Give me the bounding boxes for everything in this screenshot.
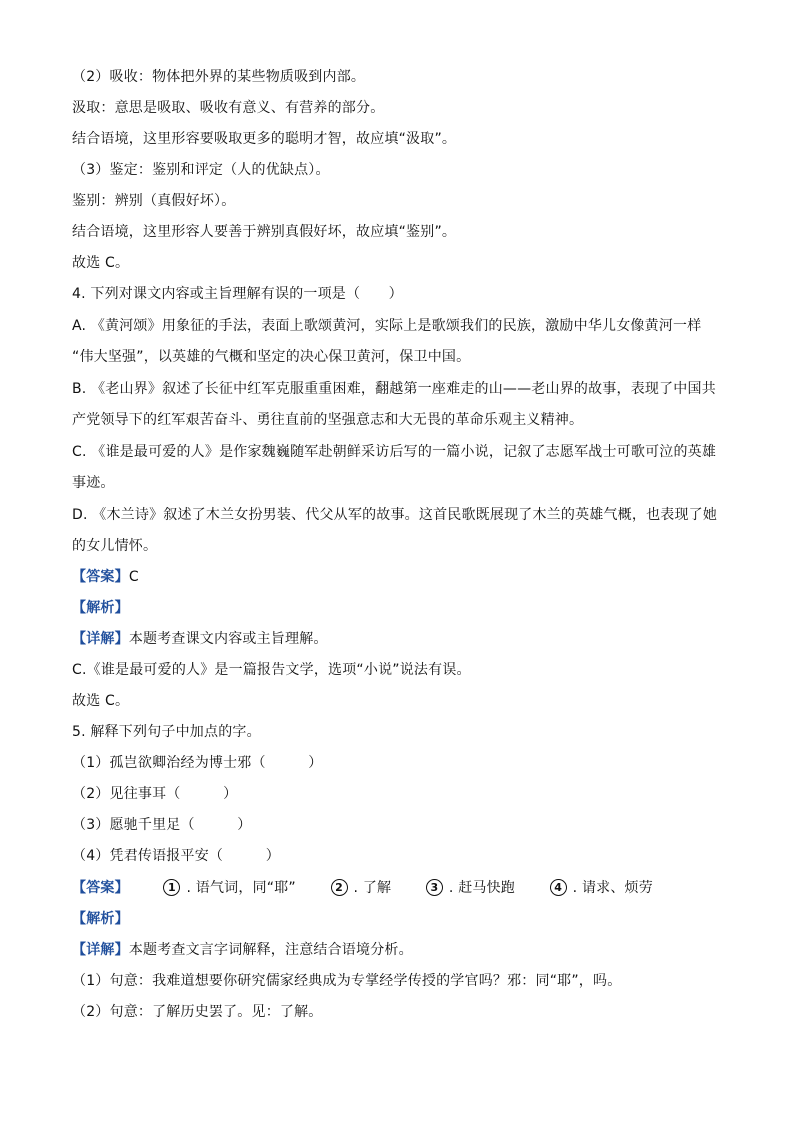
sub-question-3: （3）愿驰千里足（ ） [72,817,252,833]
answer-line [72,568,139,586]
circled-number: 1 [163,879,180,896]
answer-item-text: . 了解 [353,880,392,896]
circled-number: 3 [426,879,443,896]
detail-line-5 [72,941,413,959]
analysis-tag: 【解析】 [72,600,129,616]
option-a: A. 《黄河颂》用象征的手法，表面上歌颂黄河，实际上是歌颂我们的民族，激励中华儿女像黄河一样 [72,318,702,334]
detail-line [72,630,328,648]
question-5-stem: 5. 解释下列句子中加点的字。 [72,724,261,740]
option-a-cont: “伟大坚强”，以英雄的气概和坚定的决心保卫黄河，保卫中国。 [72,349,471,365]
answer-item-1 [163,879,295,897]
circled-number: 4 [550,879,567,896]
text-line: （2）吸收：物体把外界的某些物质吸到内部。 [72,69,366,85]
answer-item-3 [426,879,515,897]
answer-line-5 [72,879,653,897]
detail-text: 本题考查课文内容或主旨理解。 [128,631,328,647]
detail-tag: 【详解】 [72,631,129,647]
answer-item-text: . 请求、烦劳 [572,880,653,896]
detail-tag: 【详解】 [72,942,129,958]
answer-item-text: . 赶马快跑 [448,880,515,896]
analysis-line-5 [72,910,129,928]
option-d-cont: 的女儿情怀。 [72,538,158,554]
text-line: 结合语境，这里形容要吸取更多的聪明才智，故应填“汲取”。 [72,131,457,147]
text-line: （1）句意：我难道想要你研究儒家经典成为专掌经学传授的学官吗？邪：同“耶”，吗。 [72,973,622,989]
answer-item-2 [331,879,392,897]
text-line: 鉴别：辨别（真假好坏）。 [72,193,236,209]
text-line: 汲取：意思是吸取、吸收有意义、有营养的部分。 [72,100,385,116]
option-b-cont: 产党领导下的红军艰苦奋斗、勇往直前的坚强意志和大无畏的革命乐观主义精神。 [72,412,584,428]
text-line: 故选 C。 [72,693,130,709]
text-line: 结合语境，这里形容人要善于辨别真假好坏，故应填“鉴别”。 [72,224,457,240]
option-b: B. 《老山界》叙述了长征中红军克服重重困难，翻越第一座难走的山——老山界的故事，表现了中国共 [72,381,716,397]
analysis-tag: 【解析】 [72,911,129,927]
sub-question-2: （2）见往事耳（ ） [72,786,238,802]
detail-text: 本题考查文言字词解释，注意结合语境分析。 [128,942,413,958]
question-4-stem: 4. 下列对课文内容或主旨理解有误的一项是（ ） [72,286,403,302]
option-c: C. 《谁是最可爱的人》是作家魏巍随军赴朝鲜采访后写的一篇小说，记叙了志愿军战士可歌可泣的英雄 [72,444,717,460]
answer-item-text: . 语气词，同“耶” [186,880,296,896]
answer-item-4 [550,879,653,897]
answer-tag: 【答案】 [72,569,129,585]
answer-tag: 【答案】 [72,880,129,896]
circled-number: 2 [331,879,348,896]
text-line: 故选 C。 [72,255,130,271]
option-d: D. 《木兰诗》叙述了木兰女扮男装、代父从军的故事。这首民歌既展现了木兰的英雄气概，也表现了她 [72,507,718,523]
text-line: （3）鉴定：鉴别和评定（人的优缺点）。 [72,162,330,178]
text-line: （2）句意：了解历史罢了。见：了解。 [72,1004,323,1020]
analysis-line [72,599,129,617]
answer-value: C [128,569,139,585]
sub-question-4: （4）凭君传语报平安（ ） [72,848,280,864]
sub-question-1: （1）孤岂欲卿治经为博士邪（ ） [72,755,323,771]
text-line: C.《谁是最可爱的人》是一篇报告文学，选项“小说”说法有误。 [72,662,471,678]
option-c-cont: 事迹。 [72,475,115,491]
